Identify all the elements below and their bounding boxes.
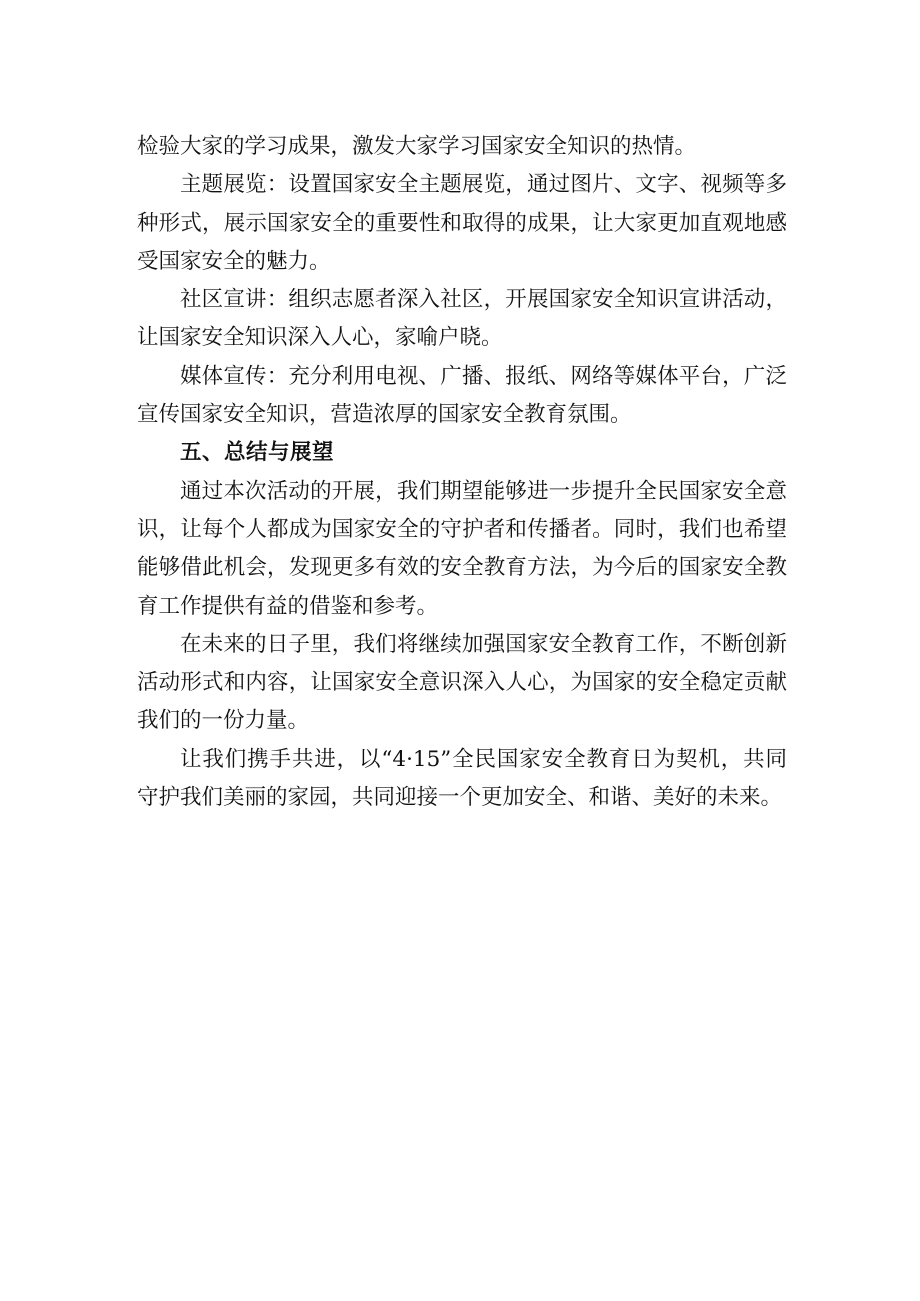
document-body [137, 128, 787, 817]
paragraph-future: 在未来的日子里，我们将继续加强国家安全教育工作，不断创新活动形式和内容，让国家安全意识深入人心，为国家的安全稳定贡献我们的一份力量。 [137, 631, 787, 734]
paragraph-expectations: 通过本次活动的开展，我们期望能够进一步提升全民国家安全意识，让每个人都成为国家安全的守护者和传播者。同时，我们也希望能够借此机会，发现更多有效的安全教育方法，为今后的国家安全教育工作提供有益的借鉴和参考。 [137, 478, 787, 619]
paragraph-media-publicity: 媒体宣传：充分利用电视、广播、报纸、网络等媒体平台，广泛宣传国家安全知识，营造浓厚的国家安全教育氛围。 [137, 363, 787, 428]
paragraph-theme-exhibition: 主题展览：设置国家安全主题展览，通过图片、文字、视频等多种形式，展示国家安全的重要性和取得的成果，让大家更加直观地感受国家安全的魅力。 [137, 172, 787, 274]
paragraph-continuation: 检验大家的学习成果，激发大家学习国家安全知识的热情。 [137, 134, 697, 159]
paragraph-community-lecture: 社区宣讲：组织志愿者深入社区，开展国家安全知识宣讲活动，让国家安全知识深入人心，家喻户晓。 [137, 287, 787, 351]
paragraph-closing: 让我们携手共进，以“4·15”全民国家安全教育日为契机，共同守护我们美丽的家园，共同迎接一个更加安全、和谐、美好的未来。 [137, 746, 787, 811]
section-heading-summary: 五、总结与展望 [180, 440, 335, 466]
